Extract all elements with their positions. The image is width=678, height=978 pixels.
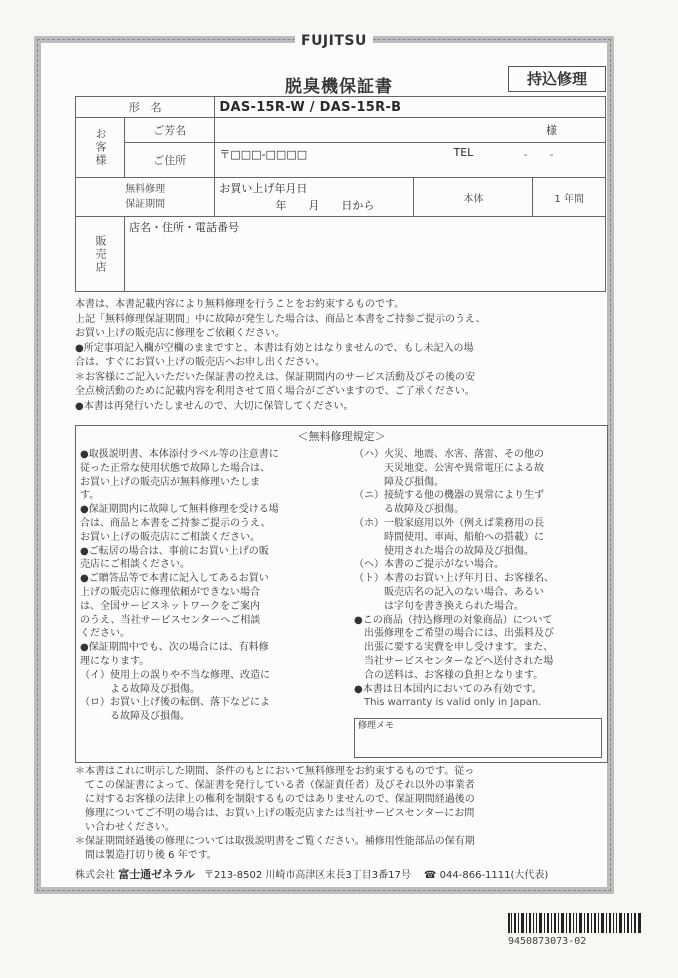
- rule-line: ●ご転居の場合は、事前にお買い上げの販: [80, 545, 269, 557]
- footnote-line: い合わせください。: [75, 822, 175, 833]
- rule-line: 出張修理をご希望の場合には、出張料及び: [354, 628, 554, 640]
- footnote-line: てこの保証書によって、保証書を発行している者（保証責任者）及びそれ以外の事業者: [75, 780, 475, 791]
- purchase-date-value: 年 月 日から: [275, 199, 375, 212]
- memo-label: 修理メモ: [358, 721, 395, 731]
- footnote-line: ＊保証期間経過後の修理については取扱説明書をご覧ください。補修用性能部品の保有期: [75, 836, 475, 847]
- rule-line: ●保証期間中でも、次の場合には、有料修: [80, 642, 269, 654]
- rule-line: お買い上げの販売店が無料修理いたしま: [80, 476, 260, 488]
- note-line: ●所定事項記入欄が空欄のままですと、本書は有効とはなりませんので、もし未記入の場: [75, 342, 474, 354]
- rule-line: のうえ、当社サービスセンターへご相談: [80, 614, 261, 626]
- footnote-line: 修理についてご不明の場合は、お買い上げの販売店または当社サービスセンターにお問: [75, 808, 475, 819]
- body-label: 本体: [414, 178, 533, 217]
- rule-line: ください。: [80, 628, 130, 640]
- document-title: 脱臭機保証書: [285, 77, 393, 97]
- rules-right-column: [354, 448, 606, 710]
- rule-line: 天災地変、公害や異常電圧による故: [354, 462, 544, 474]
- repair-type-badge: 持込修理: [508, 66, 606, 92]
- period-value: 1 年間: [533, 178, 606, 217]
- model-value: DAS-15R-W / DAS-15R-B: [215, 97, 606, 118]
- address-field[interactable]: [215, 143, 606, 178]
- repair-memo-box[interactable]: [354, 718, 602, 758]
- rule-line: ●この商品（持込修理の対象商品）について: [354, 614, 553, 626]
- rule-line: （イ）使用上の誤りや不当な修理、改造に: [80, 669, 270, 681]
- barcode: [508, 913, 641, 933]
- rule-line: 障及び損傷。: [354, 476, 444, 488]
- name-field[interactable]: [215, 118, 606, 143]
- fujitsu-logo: FUJITSU: [295, 33, 373, 49]
- rules-title: ＜無料修理規定＞: [297, 430, 386, 443]
- rule-line: （ロ）お買い上げ後の転倒、落下などによ: [80, 697, 270, 709]
- store-label: 販売店: [76, 217, 125, 292]
- rule-line: 合の送料は、お客様の負担となります。: [354, 669, 544, 681]
- company-name: 富士通ゼネラル: [118, 868, 195, 881]
- name-label: ご芳名: [125, 118, 215, 143]
- note-line: ●本書は再発行いたしませんので、大切に保管してください。: [75, 400, 354, 412]
- company-prefix: 株式会社: [75, 870, 115, 881]
- rule-line: 上げの販売店に修理依頼ができない場合: [80, 586, 260, 598]
- rule-line: ●本書は日本国内においてのみ有効です。: [354, 683, 542, 695]
- address-label: ご住所: [125, 143, 215, 178]
- rule-line: す。: [80, 490, 100, 502]
- footnotes-section: [75, 765, 610, 863]
- footnote-line: に対するお客様の法律上の権利を制限するものではありませんので、保証期間経過後の: [75, 794, 475, 805]
- name-suffix: 様: [546, 124, 557, 137]
- tel-label: TEL: [453, 146, 474, 159]
- rule-line: は、全国サービスネットワークをご案内: [80, 600, 260, 612]
- free-repair-rules: [75, 425, 608, 763]
- rule-line: 合は、商品と本書をご持参ご提示のうえ、: [80, 517, 271, 529]
- rule-line: 時間使用、車両、船舶への搭載）に: [354, 531, 544, 543]
- rule-line: ●取扱説明書、本体添付ラベル等の注意書に: [80, 449, 279, 460]
- rule-line: 出張に要する実費を申し受けます。また、: [354, 642, 554, 654]
- note-line: お買い上げの販売店に修理をご依頼ください。: [75, 328, 285, 339]
- note-line: 全点検活動のために記載内容を利用させて頂く場合がございますので、ご了承ください。: [75, 386, 475, 397]
- purchase-label: お買い上げ年月日: [219, 182, 308, 195]
- rule-line: （ヘ）本書のご提示がない場合。: [354, 559, 504, 571]
- note-line: 本書は、本書記載内容により無料修理を行うことをお約束するものです。: [75, 299, 405, 310]
- company-phone: ☎ 044-866-1111(大代表): [424, 870, 549, 881]
- tel-value: - -: [523, 148, 554, 161]
- note-line: 上記「無料修理保証期間」中に故障が発生した場合は、商品と本書をご持参ご提示のうえ、: [75, 313, 486, 325]
- rule-line: る故障及び損傷。: [80, 711, 190, 723]
- customer-label: お客様: [76, 118, 125, 178]
- footnote-line: 間は製造打切り後 6 年です。: [75, 850, 217, 861]
- postal-code: 〒□□□-□□□□: [219, 148, 308, 161]
- store-hint: 店名・住所・電話番号: [129, 221, 239, 234]
- warranty-period-label: [76, 178, 215, 217]
- note-line: ＊お客様にご記入いただいた保証書の控えは、保証期間内のサービス活動及びその後の安: [75, 371, 475, 383]
- rule-line: 売店にご相談ください。: [80, 559, 190, 571]
- rule-line-english: This warranty is valid only in Japan.: [354, 697, 542, 709]
- rule-line: （ホ）一般家庭用以外（例えば業務用の長: [354, 517, 544, 529]
- notes-section: [75, 298, 610, 414]
- note-line: 合は、すぐにお買い上げの販売店へお申し出ください。: [75, 357, 325, 368]
- company-info: [75, 866, 610, 882]
- purchase-date-field[interactable]: [215, 178, 414, 217]
- model-label: 形 名: [76, 97, 215, 118]
- rule-line: は字句を書き換えられた場合。: [354, 600, 524, 612]
- rule-line: ●保証期間内に故障して無料修理を受ける場: [80, 504, 279, 516]
- rule-line: よる故障及び損傷。: [80, 683, 200, 695]
- rules-left-column: [80, 448, 350, 724]
- rule-line: （ハ）火災、地震、水害、落雷、その他の: [354, 449, 544, 460]
- rule-line: 従った正常な使用状態で故障した場合は、: [80, 462, 270, 474]
- warranty-label-line2: 保証期間: [125, 199, 166, 210]
- rule-line: お買い上げの販売店にご相談ください。: [80, 531, 260, 543]
- warranty-label-line1: 無料修理: [125, 184, 166, 195]
- rule-line: 使用された場合の故障及び損傷。: [354, 545, 534, 557]
- footnote-line: ＊本書はこれに明示した期間、条件のもとにおいて無料修理をお約束するものです。従っ: [75, 766, 475, 777]
- rule-line: （ト）本書のお買い上げ年月日、お客様名、: [354, 573, 554, 585]
- warranty-form: [75, 96, 606, 292]
- rule-line: 当社サービスセンターなどへ送付された場: [354, 655, 554, 667]
- rule-line: ●ご贈答品等で本書に記入してあるお買い: [80, 573, 269, 585]
- company-address: 〒213-8502 川崎市高津区末長3丁目3番17号: [204, 870, 411, 881]
- rule-line: る故障及び損傷。: [354, 504, 464, 516]
- rule-line: 販売店名の記入のない場合、あるい: [354, 586, 544, 598]
- rule-line: （ニ）接続する他の機器の異常により生ず: [354, 490, 544, 502]
- rule-line: 理になります。: [80, 655, 150, 667]
- barcode-number: 9450873073-02: [508, 936, 587, 947]
- store-field[interactable]: [125, 217, 606, 292]
